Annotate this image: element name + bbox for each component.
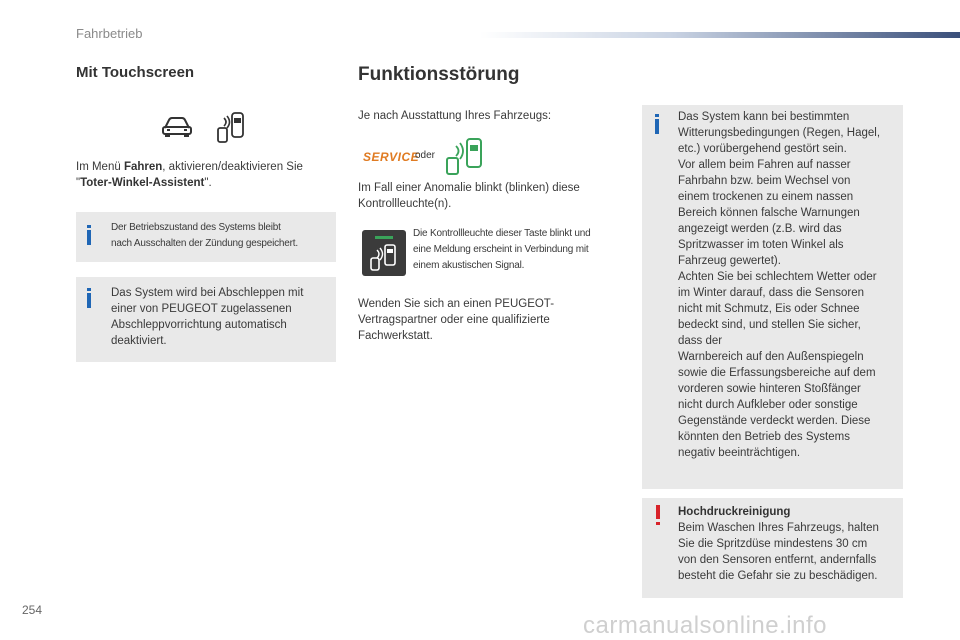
info-text-line: Achten Sie bei schlechtem Wetter oder — [678, 271, 877, 283]
info-text-line: negativ beeinträchtigen. — [678, 447, 801, 459]
info-text-line: Fahrzeug gewertet). — [678, 255, 781, 267]
car-front-icon — [160, 112, 194, 140]
info-text-line: Abschleppvorrichtung automatisch — [111, 319, 287, 331]
warning-title: Hochdruckreinigung — [678, 506, 791, 518]
info-text-line: Fahrbahn bzw. beim Wechsel von — [678, 175, 851, 187]
page-number: 254 — [22, 603, 43, 617]
info-text-line: nicht durch Aufkleber oder sonstige — [678, 399, 858, 411]
info-text-line: dass der — [678, 335, 723, 347]
info-icon — [655, 119, 659, 134]
info-text-line: angezeigt werden (z.B. wird das — [678, 223, 842, 235]
info-text-line: könnten den Betrieb des Systems — [678, 431, 850, 443]
info-box-towing — [76, 277, 336, 362]
blind-spot-icon — [214, 110, 246, 144]
warning-text-line: besteht die Gefahr sie zu beschädigen. — [678, 570, 878, 582]
info-text-line: einem trockenen zu einem nassen — [678, 191, 854, 203]
info-text-line: Bereich können falsche Warnungen — [678, 207, 860, 219]
warning-icon — [656, 505, 660, 519]
warning-box-pressure-washing — [642, 498, 903, 598]
info-text-line: Vor allem beim Fahren auf nasser — [678, 159, 851, 171]
menu-name: Fahren — [123, 161, 163, 173]
equipment-text: Je nach Ausstattung Ihres Fahrzeugs: — [358, 110, 552, 122]
anomaly-text: Im Fall einer Anomalie blinkt (blinken) diese Kontrollleuchte(n). — [358, 182, 580, 210]
info-text-line: etc.) vorübergehend gestört sein. — [678, 143, 847, 155]
info-text-line: Das System kann bei bestimmten — [678, 111, 850, 123]
function-name: Toter-Winkel-Assistent — [80, 177, 205, 189]
info-box-state-saved — [76, 212, 336, 262]
warning-text-line: Beim Waschen Ihres Fahrzeugs, halten — [678, 522, 879, 534]
menu-instruction: Im Menü Fahren, aktivieren/deaktivieren Sie "Toter-Winkel-Assistent". — [76, 161, 303, 189]
blind-spot-warning-green-icon — [443, 136, 485, 176]
info-text-line: Witterungsbedingungen (Regen, Hagel, — [678, 127, 881, 139]
info-text-line: Warnbereich auf den Außenspiegeln — [678, 351, 864, 363]
info-text-line: sowie die Erfassungsbereiche auf dem — [678, 367, 876, 379]
info-text-line: einer von PEUGEOT zugelassenen — [111, 303, 292, 315]
or-label: oder — [415, 150, 436, 161]
info-text-line: deaktiviert. — [111, 335, 167, 347]
button-indicator-light — [375, 236, 393, 239]
info-text-line: Spritzwasser im toten Winkel als — [678, 239, 844, 251]
info-text-line: Das System wird bei Abschleppen mit — [111, 287, 304, 299]
warning-text-line: Sie die Spritzdüse mindestens 30 cm — [678, 538, 868, 550]
malfunction-heading: Funktionsstörung — [358, 64, 520, 85]
service-warning-light: SERVICE — [363, 150, 420, 164]
info-text-line: vorderen sowie hinteren Stoßfänger — [678, 383, 861, 395]
info-icon — [87, 293, 91, 308]
contact-dealer-text: Wenden Sie sich an einen PEUGEOT- Vertragspartner oder eine qualifizierte Fachwerkstatt. — [358, 298, 555, 342]
info-icon — [87, 230, 91, 245]
info-text-line: nach Ausschalten der Zündung gespeichert. — [111, 238, 298, 249]
button-note: Die Kontrollleuchte dieser Taste blinkt und eine Meldung erscheint in Verbindung mit einem akustischen Signal. — [413, 228, 591, 271]
info-text-line: im Winter darauf, dass die Sensoren — [678, 287, 865, 299]
section-title: Fahrbetrieb — [76, 26, 143, 41]
info-text-line: nicht mit Schmutz, Eis oder Schnee — [678, 303, 860, 315]
touchscreen-heading: Mit Touchscreen — [76, 64, 195, 81]
header-bar — [480, 32, 960, 38]
info-box-weather — [642, 105, 903, 489]
info-text-line: Der Betriebszustand des Systems bleibt — [111, 222, 281, 233]
blind-spot-button-icon — [362, 230, 406, 276]
info-text-line: Gegenstände verdeckt werden. Diese — [678, 415, 871, 427]
warning-text-line: von den Sensoren entfernt, andernfalls — [678, 554, 877, 566]
watermark: carmanualsonline.info — [583, 612, 827, 639]
info-text-line: bedeckt sind, und stellen Sie sicher, — [678, 319, 861, 331]
